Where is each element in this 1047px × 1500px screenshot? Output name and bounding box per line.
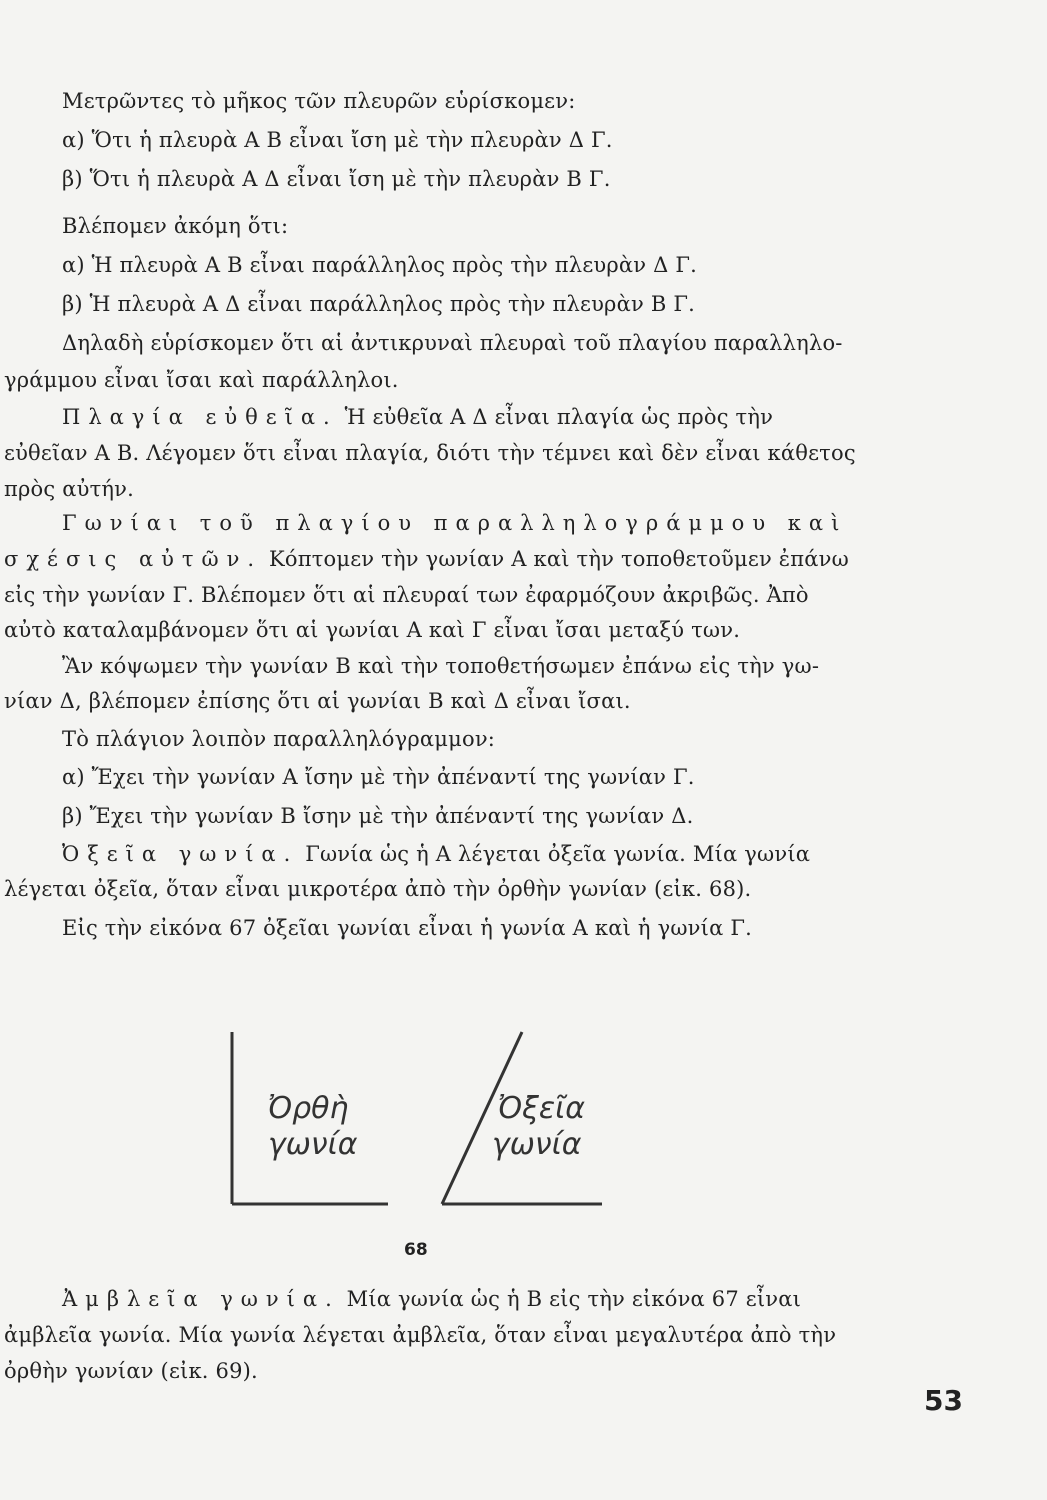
text-line: Δηλαδὴ εὑρίσκομεν ὅτι αἱ ἀντικρυναὶ πλευραὶ τοῦ πλαγίου παραλληλο-	[62, 331, 843, 355]
text-line: εὐθεῖαν Α Β. Λέγομεν ὅτι εἶναι πλαγία, διότι τὴν τέμνει καὶ δὲν εἶναι κάθετος	[4, 441, 856, 465]
right-angle-label-1: Ὀρθὴ	[268, 1091, 349, 1126]
text-line: α) Ὅτι ἡ πλευρὰ Α Β εἶναι ἴση μὲ τὴν πλευρὰν Δ Γ.	[62, 128, 613, 152]
acute-angle-label-2: γωνία	[492, 1127, 582, 1162]
inline-heading: Ὀξεῖα γωνία.	[62, 842, 299, 866]
text-line: Ἂν κόψωμεν τὴν γωνίαν Β καὶ τὴν τοποθετήσωμεν ἐπάνω εἰς τὴν γω-	[62, 654, 820, 678]
text-line: γράμμου εἶναι ἴσαι καὶ παράλληλοι.	[4, 368, 399, 392]
text-line: β) Ἔχει τὴν γωνίαν Β ἴσην μὲ τὴν ἀπέναντί της γωνίαν Δ.	[62, 804, 694, 828]
text-line: Μετρῶντες τὸ μῆκος τῶν πλευρῶν εὑρίσκομεν:	[62, 89, 576, 113]
text-line: α) Ἔχει τὴν γωνίαν Α ἴσην μὲ τὴν ἀπέναντί της γωνίαν Γ.	[62, 765, 695, 789]
figure-68	[220, 1020, 620, 1220]
heading-line	[62, 841, 810, 867]
text-line: λέγεται ὀξεῖα, ὅταν εἶναι μικροτέρα ἀπὸ τὴν ὀρθὴν γωνίαν (εἰκ. 68).	[4, 877, 752, 901]
text-span: Γωνία ὡς ἡ Α λέγεται ὀξεῖα γωνία. Μία γωνία	[305, 842, 811, 866]
text-span: Κόπτομεν τὴν γωνίαν Α καὶ τὴν τοποθετοῦμεν ἐπάνω	[268, 547, 849, 571]
inline-heading: σχέσις αὐτῶν.	[4, 547, 263, 571]
text-line: ἀμβλεῖα γωνία. Μία γωνία λέγεται ἀμβλεῖα, ὅταν εἶναι μεγαλυτέρα ἀπὸ τὴν	[4, 1323, 837, 1347]
text-line: β) Ὅτι ἡ πλευρὰ Α Δ εἶναι ἴση μὲ τὴν πλευρὰν Β Γ.	[62, 167, 611, 191]
text-line: Εἰς τὴν εἰκόνα 67 ὀξεῖαι γωνίαι εἶναι ἡ γωνία Α καὶ ἡ γωνία Γ.	[62, 916, 752, 940]
heading-line	[4, 546, 849, 572]
text-line: ὀρθὴν γωνίαν (εἰκ. 69).	[4, 1359, 258, 1383]
heading-line	[62, 1286, 801, 1312]
inline-heading: Γωνίαι τοῦ πλαγίου παραλληλογράμμου καὶ	[62, 511, 848, 535]
page-number: 53	[924, 1384, 963, 1417]
text-line: α) Ἡ πλευρὰ Α Β εἶναι παράλληλος πρὸς τὴν πλευρὰν Δ Γ.	[62, 253, 698, 277]
text-line: Τὸ πλάγιον λοιπὸν παραλληλόγραμμον:	[62, 727, 496, 751]
text-span: Μία γωνία ὡς ἡ Β εἰς τὴν εἰκόνα 67 εἶναι	[346, 1287, 802, 1311]
text-line: πρὸς αὐτήν.	[4, 477, 135, 501]
text-span: Ἡ εὐθεῖα Α Δ εἶναι πλαγία ὡς πρὸς τὴν	[344, 405, 774, 429]
right-angle-label-2: γωνία	[268, 1127, 358, 1162]
text-line: αὐτὸ καταλαμβάνομεν ὅτι αἱ γωνίαι Α καὶ Γ εἶναι ἴσαι μεταξύ των.	[4, 618, 741, 642]
text-line: β) Ἡ πλευρὰ Α Δ εἶναι παράλληλος πρὸς τὴν πλευρὰν Β Γ.	[62, 292, 695, 316]
text-line: εἰς τὴν γωνίαν Γ. Βλέπομεν ὅτι αἱ πλευραί των ἐφαρμόζουν ἀκριβῶς. Ἀπὸ	[4, 583, 809, 607]
text-line: Βλέπομεν ἀκόμη ὅτι:	[62, 214, 289, 238]
acute-angle-label-1: Ὀξεῖα	[498, 1091, 585, 1126]
heading-line	[62, 404, 773, 430]
inline-heading: Ἀμβλεῖα γωνία.	[62, 1287, 340, 1311]
inline-heading: Πλαγία εὐθεῖα.	[62, 405, 338, 429]
figure-number: 68	[404, 1240, 428, 1260]
text-line: νίαν Δ, βλέπομεν ἐπίσης ὅτι αἱ γωνίαι Β καὶ Δ εἶναι ἴσαι.	[4, 689, 631, 713]
